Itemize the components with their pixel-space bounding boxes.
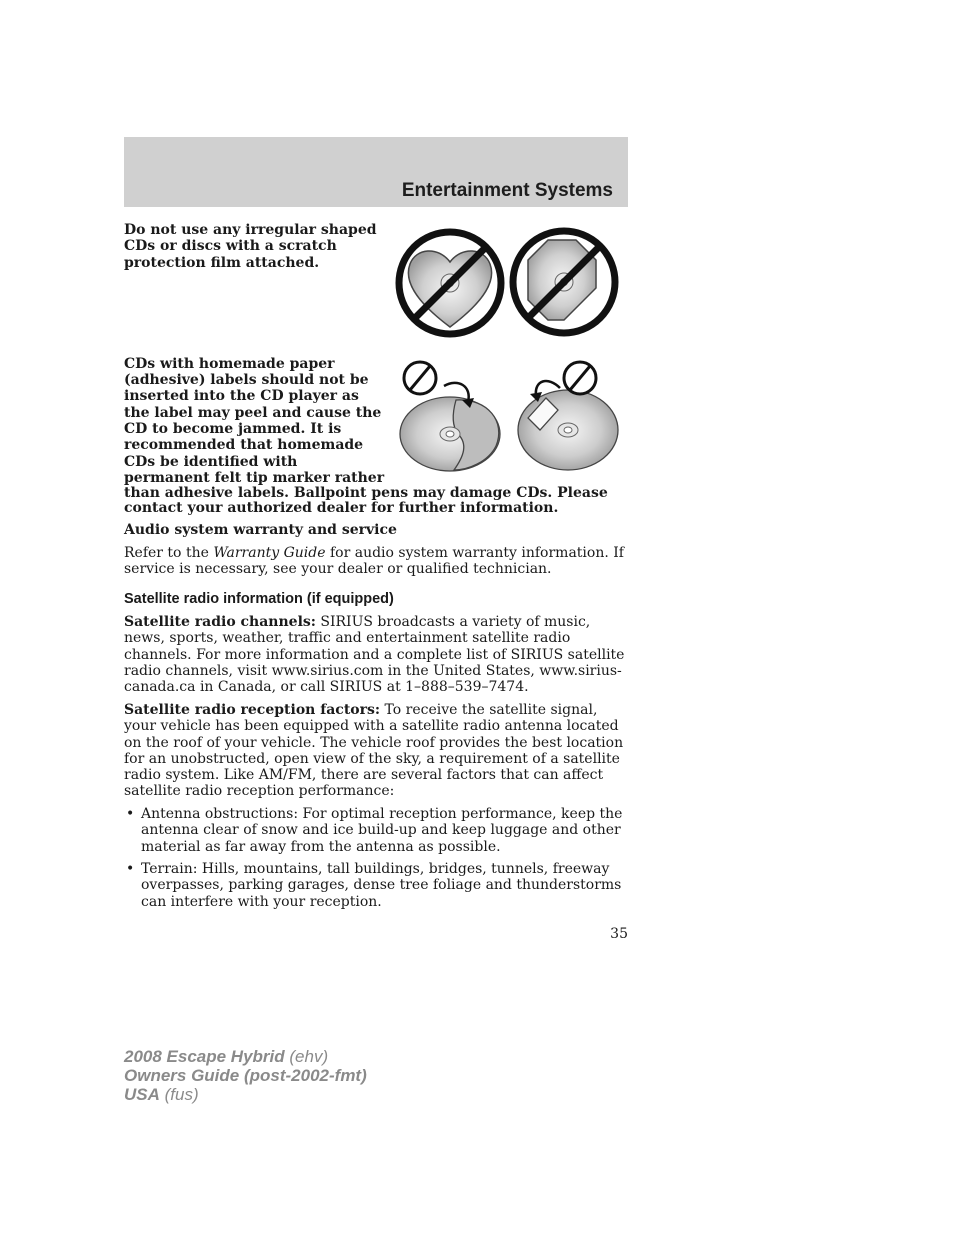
factors-label: Satellite radio reception factors: <box>124 702 381 718</box>
no-adhesive-label-illustration <box>398 358 622 474</box>
bullet-text: Terrain: Hills, mountains, tall buildings, bridges, tunnels, freeway overpasses, parking garages, dense tree foliage and thunderstorms can interfere with your reception. <box>141 861 622 910</box>
no-label-cd-icon <box>518 362 618 470</box>
satellite-heading: Satellite radio information (if equipped) <box>124 591 394 607</box>
satellite-factors-paragraph <box>124 702 628 800</box>
section-title: Entertainment Systems <box>401 180 613 201</box>
warning-line: CDs with homemade paper <box>124 356 335 372</box>
no-irregular-cd-illustration <box>392 222 624 344</box>
warranty-guide-title: Warranty Guide <box>213 545 326 561</box>
warning-line: than adhesive labels. Ballpoint pens may damage CDs. Please <box>124 485 608 501</box>
factors-text: To receive the satellite signal, your vehicle has been equipped with a satellite radio antenna located on the roof of your vehicle. The vehicle roof provides the best location for an unobstructed, open view of the sky, a requirement of a satellite radio system. Like AM/FM, there are several factors that can affect satellite radio reception performance: <box>124 702 624 800</box>
footer-line-2 <box>124 1066 367 1085</box>
footer-model-code: (ehv) <box>284 1047 329 1066</box>
no-heart-cd-icon <box>399 232 501 334</box>
warning-line: CDs be identified with <box>124 454 298 470</box>
warranty-text-after: for audio system warranty information. If service is necessary, see your dealer or qualified technician. <box>124 545 624 578</box>
no-peeling-label-cd-icon <box>400 362 500 471</box>
footer-line-1 <box>124 1047 367 1066</box>
footer-guide: Owners Guide (post-2002-fmt) <box>124 1066 367 1085</box>
warning-line: inserted into the CD player as <box>124 388 359 404</box>
warning-line: (adhesive) labels should not be <box>124 372 369 388</box>
irregular-cd-warning: Do not use any irregular shaped CDs or discs with a scratch protection film attached. <box>124 222 377 271</box>
warranty-paragraph <box>124 545 628 578</box>
document-footer <box>124 1047 367 1104</box>
section-header-band <box>124 137 628 207</box>
warranty-text-before: Refer to the <box>124 545 214 561</box>
warning-line: CD to become jammed. It is <box>124 421 342 437</box>
bullet-glyph: • <box>126 806 135 822</box>
footer-market: USA <box>124 1085 160 1104</box>
footer-model: 2008 Escape Hybrid <box>124 1047 285 1066</box>
warning-line: contact your authorized dealer for further information. <box>124 500 559 516</box>
warranty-heading: Audio system warranty and service <box>124 522 397 538</box>
page-number: 35 <box>610 926 628 942</box>
satellite-channels-paragraph <box>124 614 628 695</box>
channels-label: Satellite radio channels: <box>124 614 316 630</box>
warning-line: permanent felt tip marker rather <box>124 470 385 486</box>
warning-line: recommended that homemade <box>124 437 364 453</box>
bullet-text: Antenna obstructions: For optimal reception performance, keep the antenna clear of snow and ice build-up and keep luggage and other material as far away from the antenna as possible. <box>141 806 623 855</box>
channels-text: SIRIUS broadcasts a variety of music, news, sports, weather, traffic and entertainment satellite radio channels. For more information and a complete list of SIRIUS satellite radio channels, visit www.sirius.com in the United States, www.sirius-canada.ca in Canada, or call SIRIUS at 1–888–539–7474. <box>124 614 625 696</box>
footer-market-code: (fus) <box>159 1085 199 1104</box>
bullet-glyph: • <box>126 861 135 877</box>
no-octagon-cd-icon <box>513 231 615 333</box>
footer-line-3 <box>124 1085 367 1104</box>
warning-line: the label may peel and cause the <box>124 405 382 421</box>
